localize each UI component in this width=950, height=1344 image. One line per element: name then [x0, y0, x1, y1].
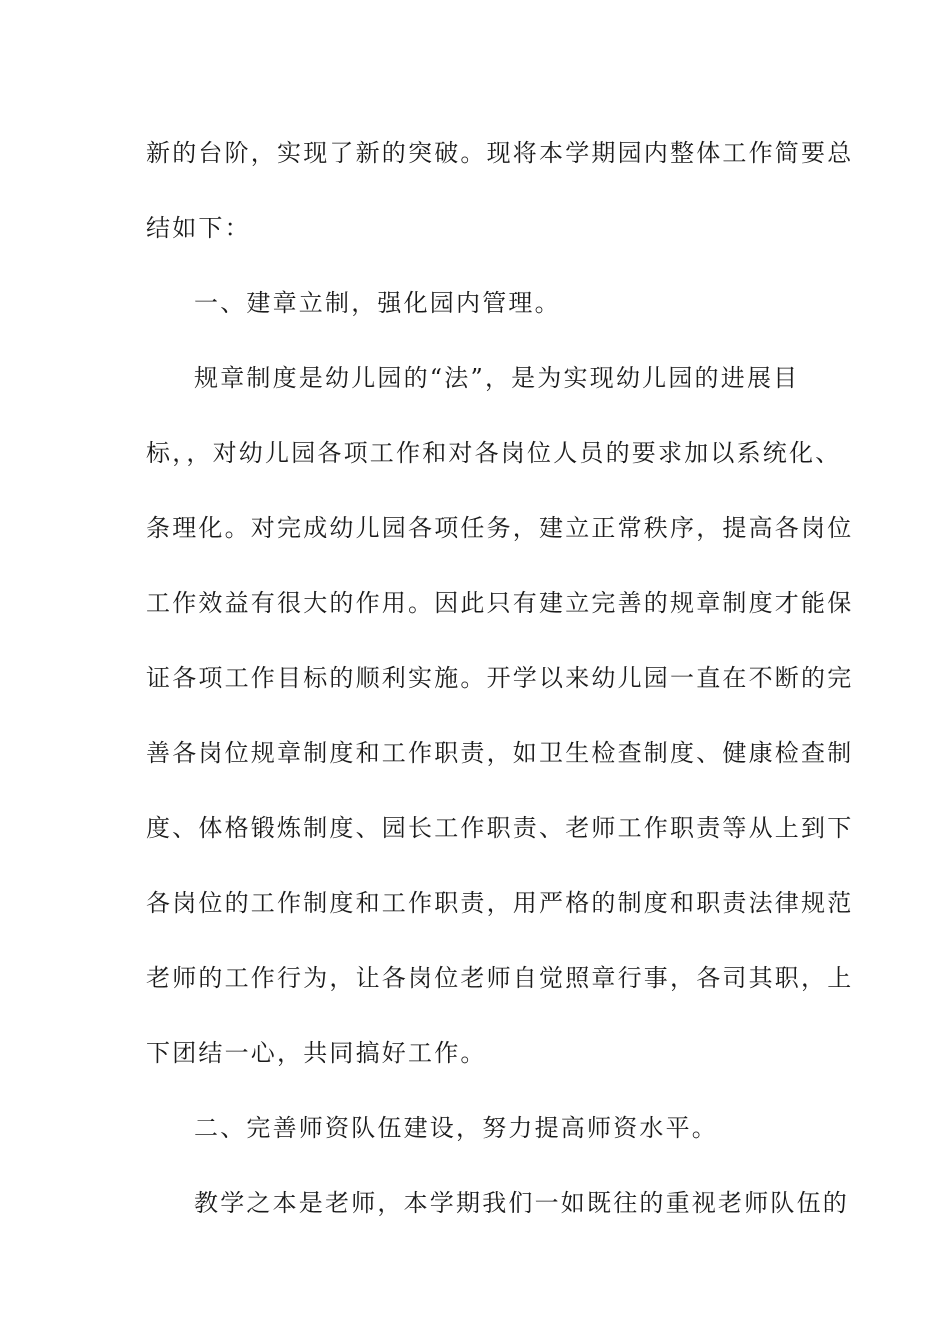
section-heading-2: 二、完善师资队伍建设，努力提高师资水平。 [194, 1114, 718, 1142]
paragraph-line: 各岗位的工作制度和工作职责，用严格的制度和职责法律规范 [146, 889, 854, 917]
paragraph-line: 标，，对幼儿园各项工作和对各岗位人员的要求加以系统化、 [146, 439, 842, 467]
paragraph-line: 教学之本是老师，本学期我们一如既往的重视老师队伍的 [194, 1189, 849, 1217]
paragraph-line: 工作效益有很大的作用。因此只有建立完善的规章制度才能保 [146, 589, 854, 617]
paragraph-line: 证各项工作目标的顺利实施。开学以来幼儿园一直在不断的完 [146, 664, 854, 692]
paragraph-line: 老师的工作行为，让各岗位老师自觉照章行事，各司其职，上 [146, 964, 854, 992]
paragraph-line: 度、体格锻炼制度、园长工作职责、老师工作职责等从上到下 [146, 814, 854, 842]
paragraph-line: 条理化。对完成幼儿园各项任务，建立正常秩序，提高各岗位 [146, 514, 854, 542]
paragraph-line: 结如下： [146, 214, 251, 242]
section-heading-1: 一、建章立制，强化园内管理。 [194, 289, 561, 317]
paragraph-line: 下团结一心，共同搞好工作。 [146, 1039, 487, 1067]
paragraph-line: 规章制度是幼儿园的“法”，是为实现幼儿园的进展目 [194, 364, 800, 392]
paragraph-line: 新的台阶，实现了新的突破。现将本学期园内整体工作简要总 [146, 139, 854, 167]
paragraph-line: 善各岗位规章制度和工作职责，如卫生检查制度、健康检查制 [146, 739, 854, 767]
